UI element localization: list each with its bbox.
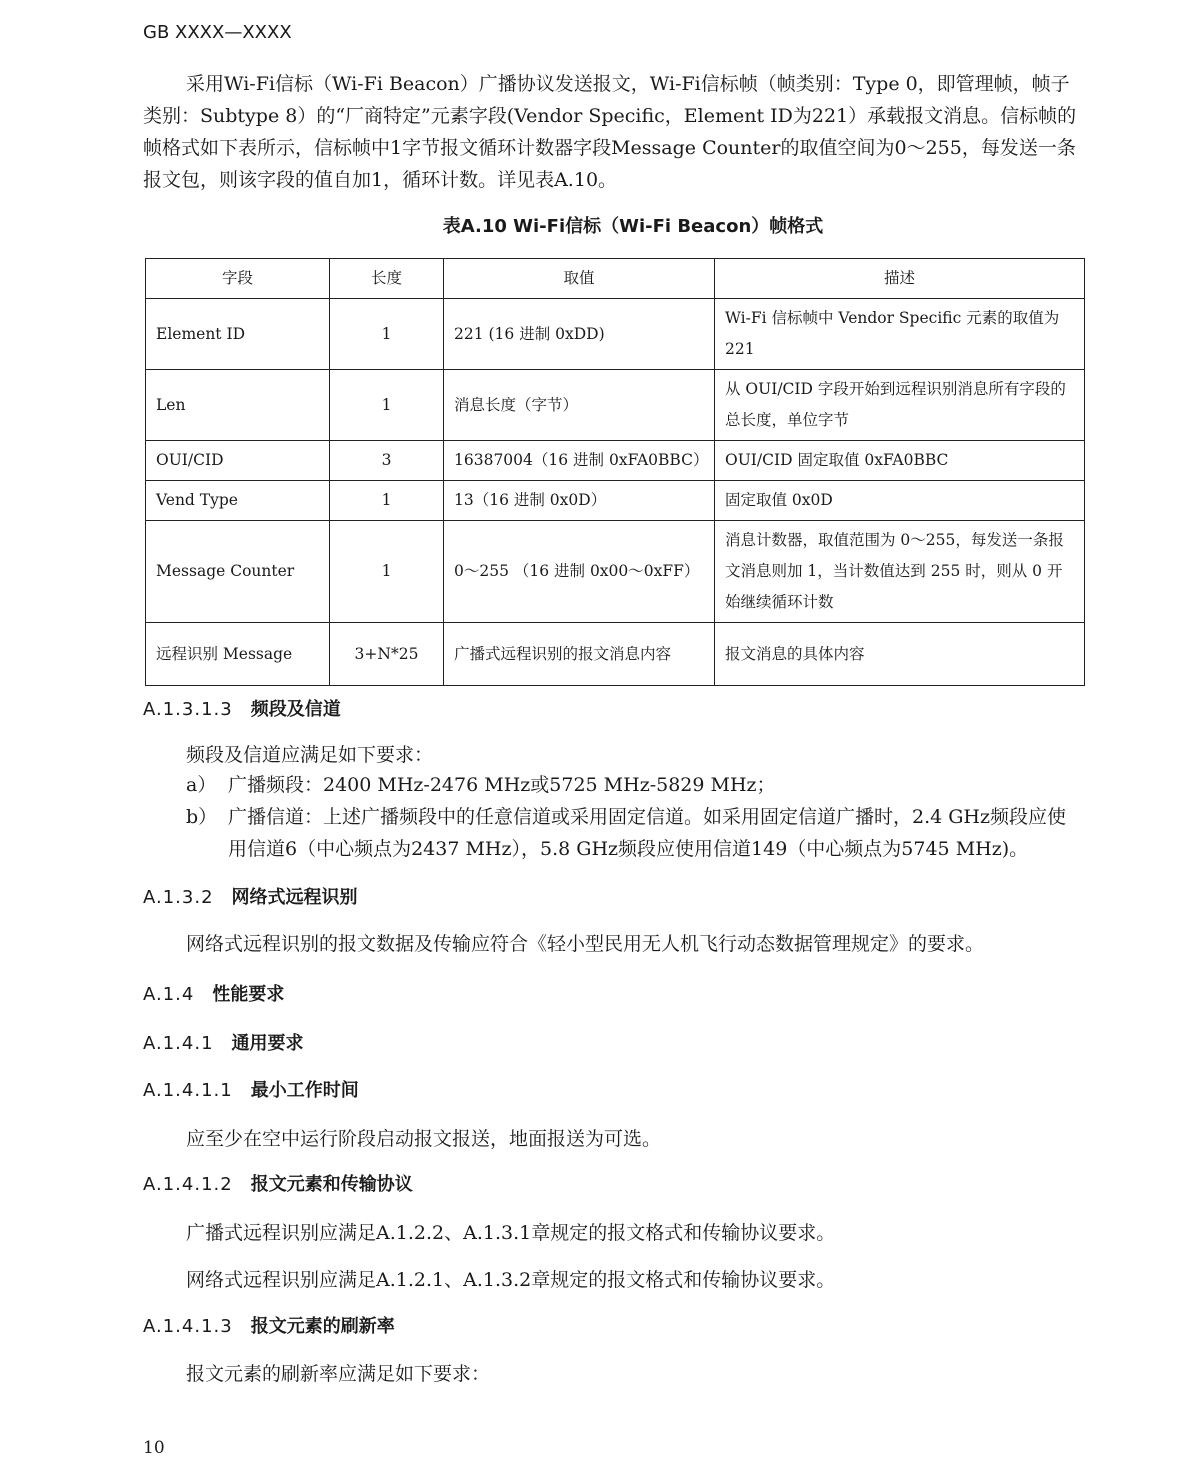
table-header-row [146, 259, 1085, 299]
table-cell: Element ID [146, 299, 330, 370]
table-cell: 报文消息的具体内容 [715, 623, 1085, 686]
table-cell: 0～255 （16 进制 0x00～0xFF） [444, 521, 715, 623]
header-cell: 长度 [330, 259, 444, 299]
section-heading [143, 883, 358, 909]
section-title: 网络式远程识别 [231, 887, 358, 908]
section-heading [143, 695, 341, 721]
table-row [146, 481, 1085, 521]
body-text: 广播式远程识别应满足A.1.2.2、A.1.3.1章规定的报文格式和传输协议要求。 [186, 1222, 836, 1244]
section-heading [143, 1076, 359, 1102]
table-cell: Vend Type [146, 481, 330, 521]
body-text: 网络式远程识别应满足A.1.2.1、A.1.3.2章规定的报文格式和传输协议要求。 [186, 1269, 836, 1291]
table-cell: Wi-Fi 信标帧中 Vendor Specific 元素的取值为 221 [715, 299, 1085, 370]
section-title: 报文元素的刷新率 [250, 1316, 395, 1337]
body-text: 报文元素的刷新率应满足如下要求： [186, 1363, 491, 1385]
table-cell: 3 [330, 441, 444, 481]
list-label: b） [186, 806, 218, 828]
table-cell: 16387004（16 进制 0xFA0BBC） [444, 441, 715, 481]
section-heading [143, 980, 284, 1006]
page-number: 10 [143, 1438, 165, 1458]
header-cell: 取值 [444, 259, 715, 299]
table-cell: 13（16 进制 0x0D） [444, 481, 715, 521]
body-text: 频段及信道应满足如下要求： [186, 744, 434, 766]
header-cell: 字段 [146, 259, 330, 299]
section-number: A.1.3.1.3 [143, 699, 233, 720]
table-cell: Len [146, 370, 330, 441]
section-title: 通用要求 [231, 1033, 304, 1054]
table-cell: 广播式远程识别的报文消息内容 [444, 623, 715, 686]
section-title: 报文元素和传输协议 [250, 1174, 413, 1195]
table-cell: 221 (16 进制 0xDD) [444, 299, 715, 370]
table-row [146, 441, 1085, 481]
table-row [146, 299, 1085, 370]
table-cell: 从 OUI/CID 字段开始到远程识别消息所有字段的总长度，单位字节 [715, 370, 1085, 441]
body-text: 网络式远程识别的报文数据及传输应符合《轻小型民用无人机飞行动态数据管理规定》的要求。 [186, 933, 985, 955]
table-cell: 消息计数器，取值范围为 0～255，每发送一条报文消息则加 1，当计数值达到 255 时，则从 0 开始继续循环计数 [715, 521, 1085, 623]
section-heading [143, 1170, 413, 1196]
table-row [146, 370, 1085, 441]
intro-paragraph: 采用Wi-Fi信标（Wi-Fi Beacon）广播协议发送报文，Wi-Fi信标帧（帧类别：Type 0，即管理帧，帧子类别：Subtype 8）的“厂商特定”元素字段(Vendor Specific，Element ID为221）承载报文消息。信标帧的帧格式如下表所示，信标帧中1字节报文循环计数器字段Message Counter的取值空间为0～255，每发送一条报文包，则该字段的值自加1，循环计数。详见表A.10。 [143, 73, 1077, 191]
list-text: 广播信道：上述广播频段中的任意信道或采用固定信道。如采用固定信道广播时，2.4 GHz频段应使用信道6（中心频点为2437 MHz），5.8 GHz频段应使用信道149（中心频点为5745 MHz)。 [228, 806, 1067, 860]
list-text: 广播频段：2400 MHz-2476 MHz或5725 MHz-5829 MHz； [228, 774, 776, 796]
section-heading [143, 1029, 304, 1055]
section-number: A.1.4.1.3 [143, 1316, 233, 1337]
table-cell: 1 [330, 299, 444, 370]
beacon-frame-table [145, 258, 1085, 686]
section-number: A.1.4 [143, 984, 195, 1005]
section-number: A.1.4.1.2 [143, 1174, 233, 1195]
table-cell: 消息长度（字节） [444, 370, 715, 441]
table-cell: 1 [330, 521, 444, 623]
table-cell: 1 [330, 370, 444, 441]
table-cell: Message Counter [146, 521, 330, 623]
list-item [186, 801, 1086, 865]
section-number: A.1.4.1.1 [143, 1080, 233, 1101]
table-cell: 1 [330, 481, 444, 521]
table-cell: OUI/CID 固定取值 0xFA0BBC [715, 441, 1085, 481]
list-label: a） [186, 774, 217, 796]
table-row [146, 623, 1085, 686]
list-item [186, 769, 1086, 801]
table-caption: 表A.10 Wi-Fi信标（Wi-Fi Beacon）帧格式 [442, 216, 824, 237]
table-row [146, 521, 1085, 623]
section-title: 性能要求 [212, 984, 285, 1005]
table-cell: OUI/CID [146, 441, 330, 481]
section-title: 频段及信道 [250, 699, 341, 720]
section-number: A.1.4.1 [143, 1033, 214, 1054]
section-number: A.1.3.2 [143, 887, 214, 908]
table-cell: 远程识别 Message [146, 623, 330, 686]
table-cell: 3+N*25 [330, 623, 444, 686]
table-cell: 固定取值 0x0D [715, 481, 1085, 521]
section-title: 最小工作时间 [250, 1080, 359, 1101]
section-heading [143, 1312, 395, 1338]
body-text: 应至少在空中运行阶段启动报文报送，地面报送为可选。 [186, 1128, 662, 1150]
header-cell: 描述 [715, 259, 1085, 299]
running-header: GB XXXX—XXXX [143, 22, 292, 43]
